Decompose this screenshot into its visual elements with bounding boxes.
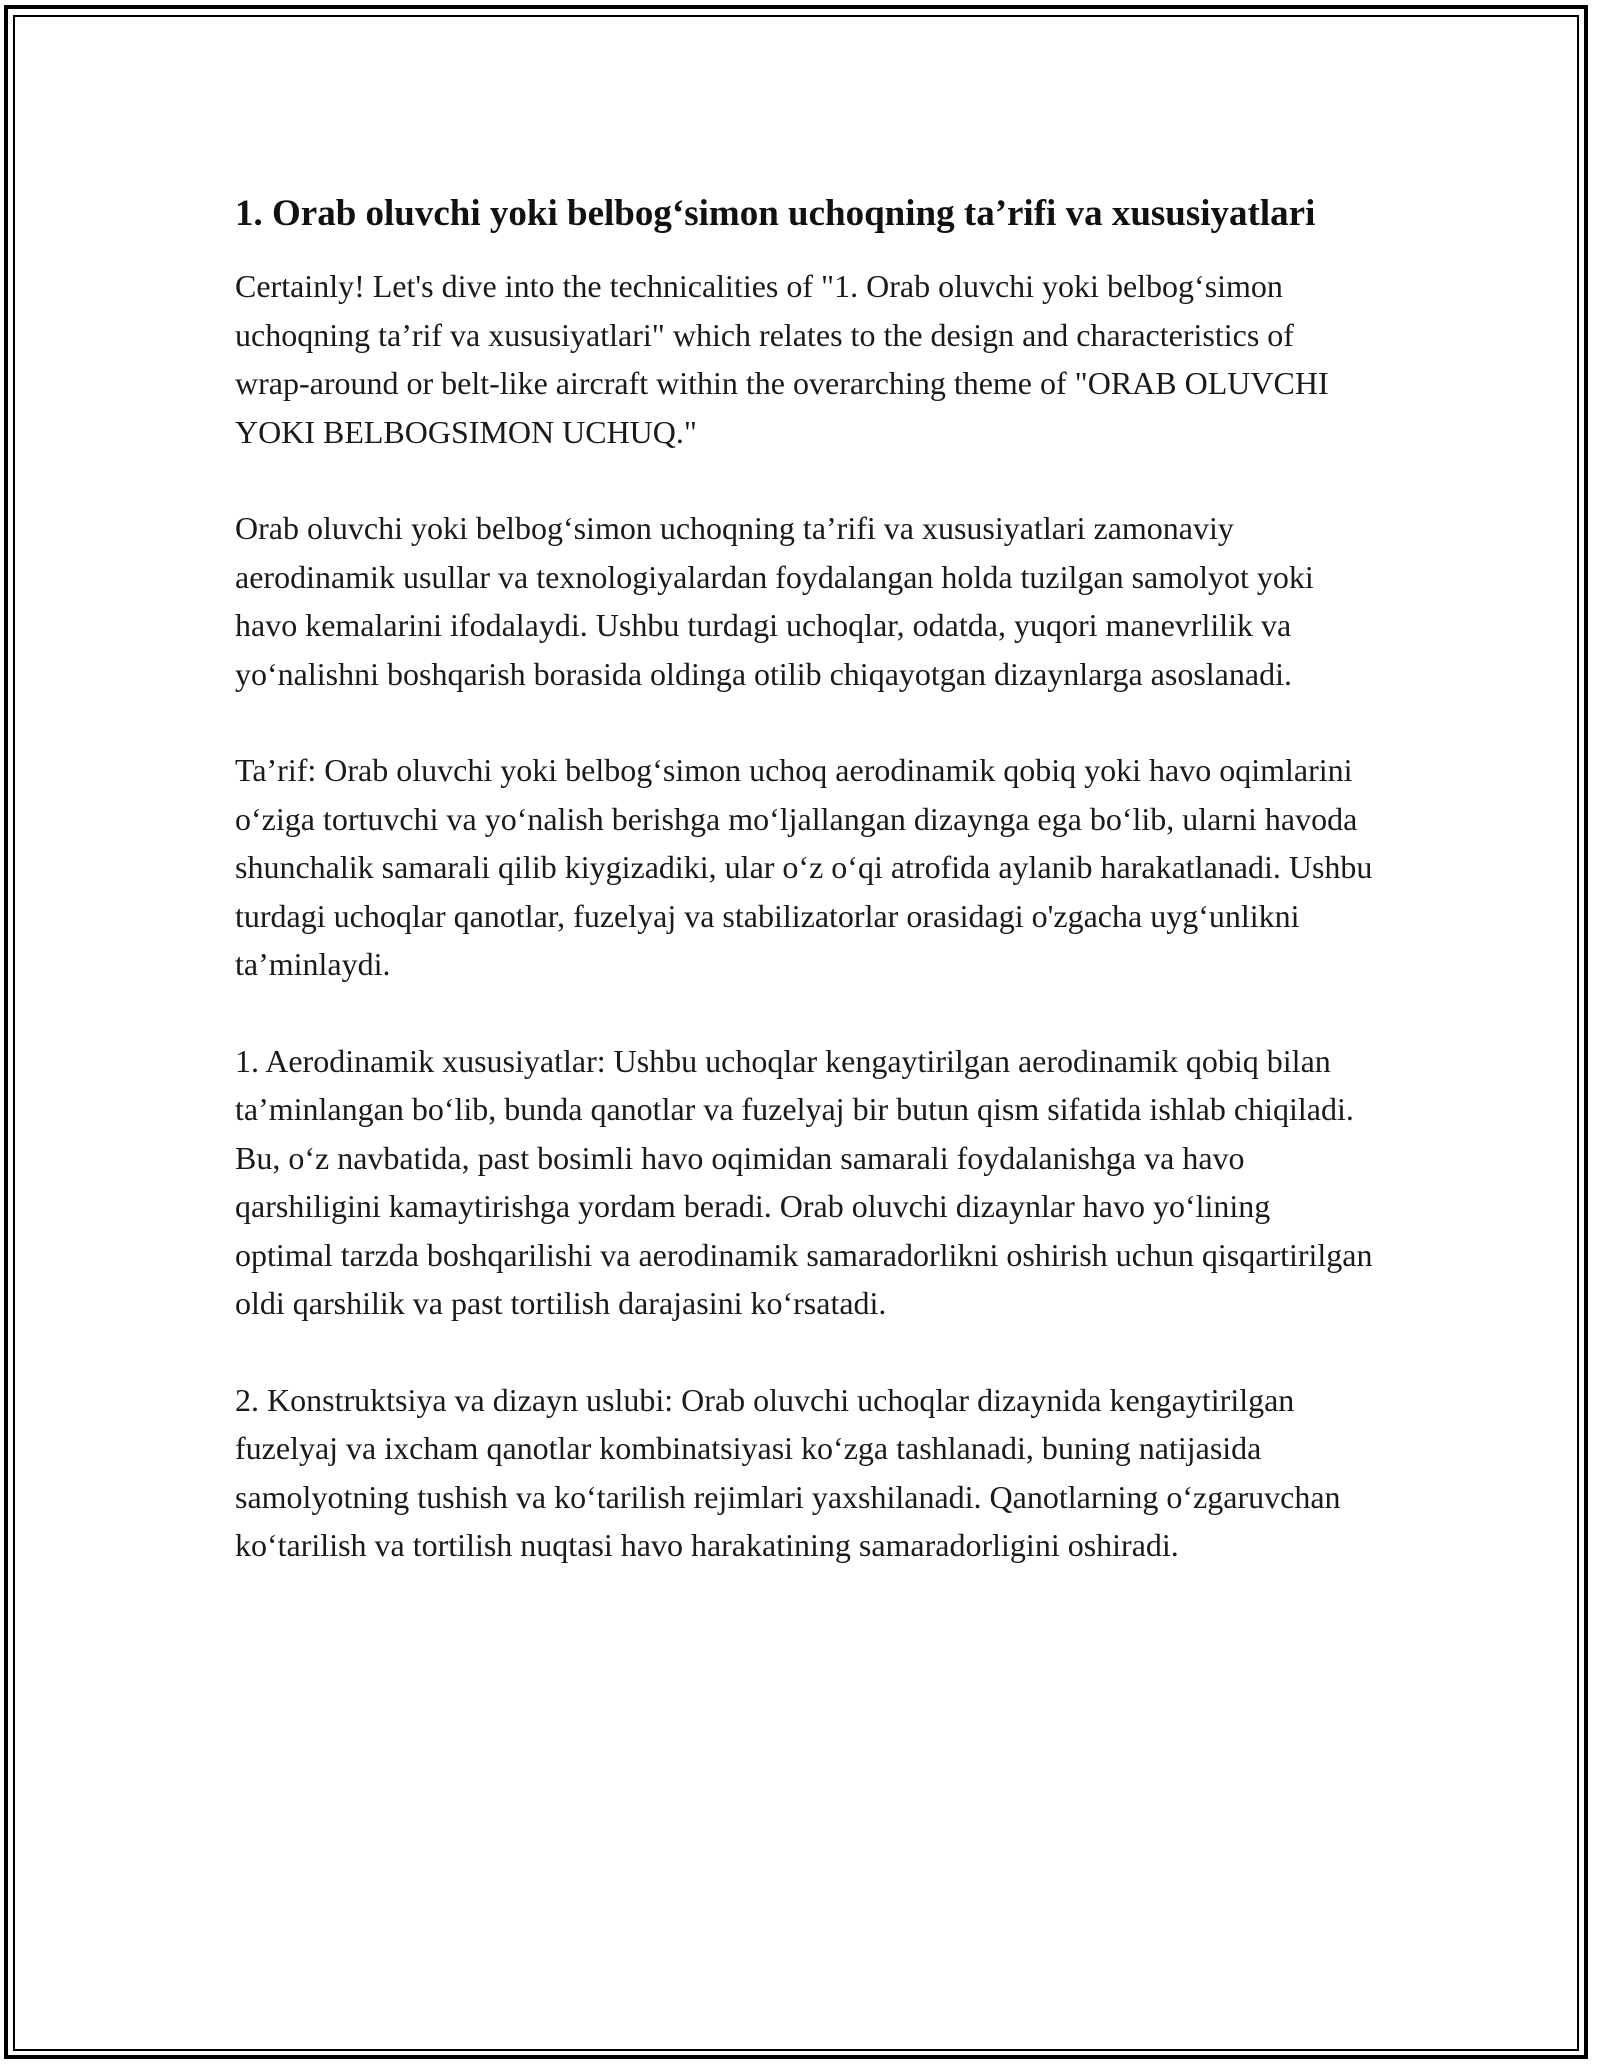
paragraph-intro: Certainly! Let's dive into the technicalities of "1. Orab oluvchi yoki belbog‘simon uchoqning ta’rif va xususiyatlari" which relates to the design and characteristics of wrap-around or belt-like aircraft within the overarching theme of "ORAB OLUVCHI YOKI BELBOGSIMON UCHUQ." [235,268,1329,450]
document-body [235,186,1375,1618]
paragraph-definition: Ta’rif: Orab oluvchi yoki belbog‘simon uchoq aerodinamik qobiq yoki havo oqimlarini o‘ziga tortuvchi va yo‘nalish berishga mo‘ljallangan dizaynga ega bo‘lib, ularni havoda shunchalik samarali qilib kiygizadiki, ular o‘z o‘qi atrofida aylanib harakatlanadi. Ushbu turdagi uchoqlar qanotlar, fuzelyaj va stabilizatorlar orasidagi o'zgacha uyg‘unlikni ta’minlaydi. [235,752,1373,982]
paragraph-overview: Orab oluvchi yoki belbog‘simon uchoqning ta’rifi va xususiyatlari zamonaviy aerodinamik usullar va texnologiyalardan foydalangan holda tuzilgan samolyot yoki havo kemalarini ifodalaydi. Ushbu turdagi uchoqlar, odatda, yuqori manevrlilik va yo‘nalishni boshqarish borasida oldinga otilib chiqayotgan dizaynlarga asoslanadi. [235,510,1314,692]
page-title: 1. Orab oluvchi yoki belbog‘simon uchoqning ta’rifi va xususiyatlari [235,193,1316,234]
paragraph-construction-design: 2. Konstruktsiya va dizayn uslubi: Orab oluvchi uchoqlar dizaynida kengaytirilgan fuzelyaj va ixcham qanotlar kombinatsiyasi ko‘zga tashlanadi, buning natijasida samolyotning tushish va ko‘tarilish rejimlari yaxshilanadi. Qanotlarning o‘zgaruvchan ko‘tarilish va tortilish nuqtasi havo harakatining samaradorligini oshiradi. [235,1381,1341,1563]
paragraph-aerodynamic-features: 1. Aerodinamik xususiyatlar: Ushbu uchoqlar kengaytirilgan aerodinamik qobiq bilan ta’minlangan bo‘lib, bunda qanotlar va fuzelyaj bir butun qism sifatida ishlab chiqiladi. Bu, o‘z navbatida, past bosimli havo oqimidan samarali foydalanishga va havo qarshiligini kamaytirishga yordam beradi. Orab oluvchi dizaynlar havo yo‘lining optimal tarzda boshqarilishi va aerodinamik samaradorlikni oshirish uchun qisqartirilgan oldi qarshilik va past tortilish darajasini ko‘rsatadi. [235,1042,1373,1321]
